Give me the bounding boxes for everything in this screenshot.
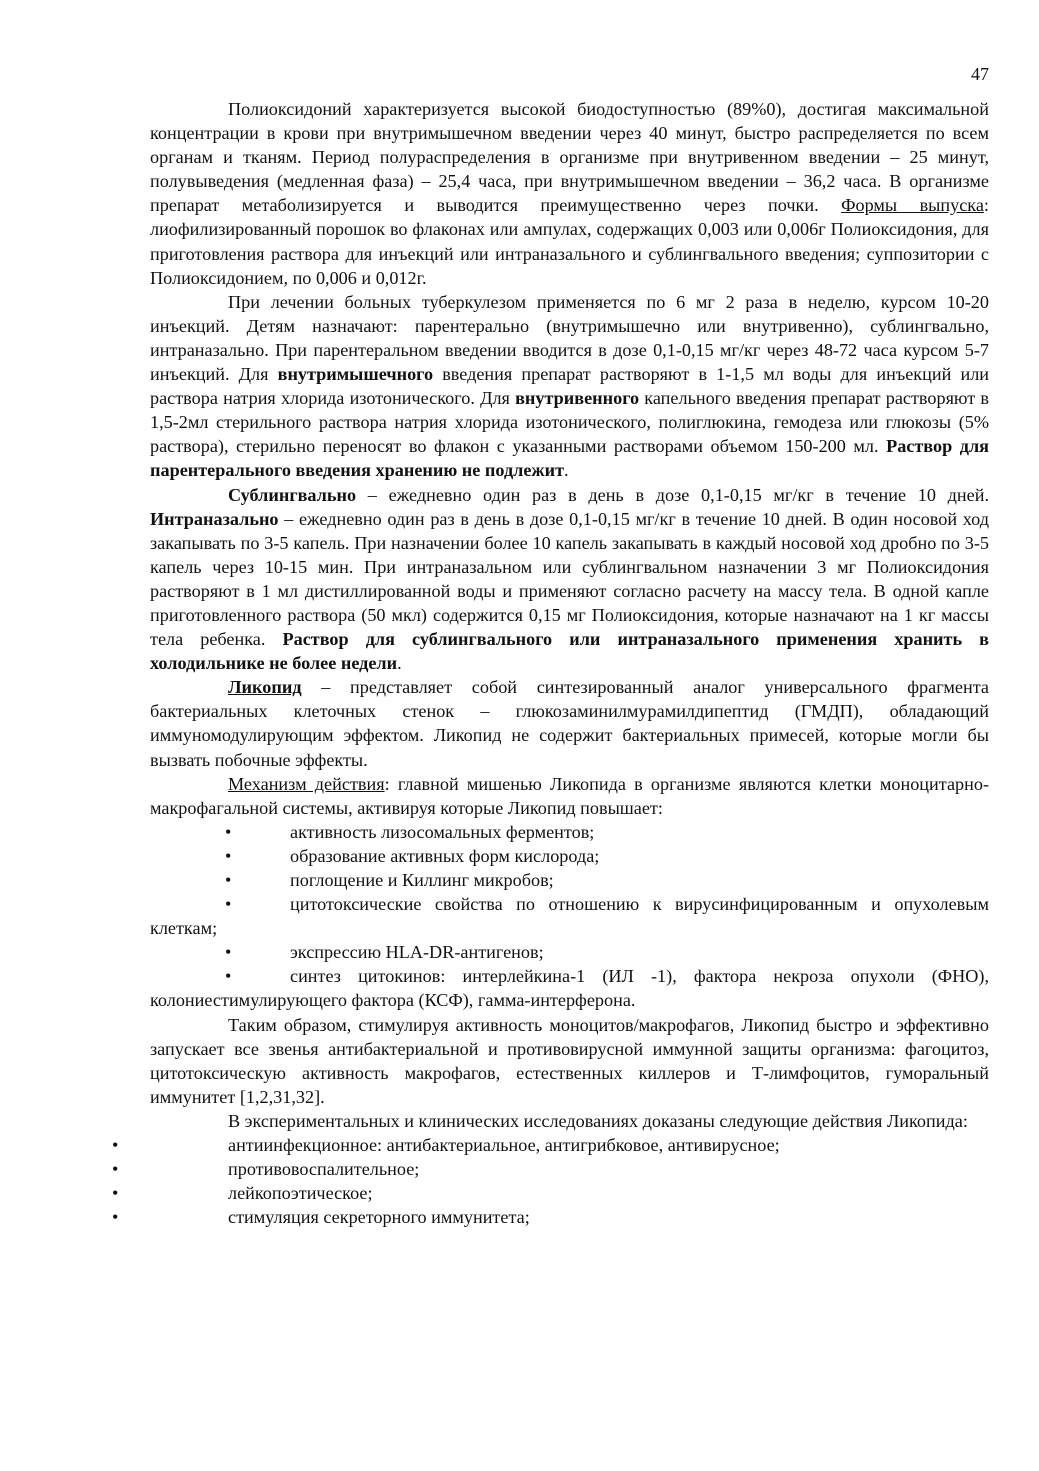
lykopid-title: Ликопид (228, 677, 302, 698)
paragraph-summary: Таким образом, стимулируя активность моноцитов/макрофагов, Ликопид быстро и эффективно запускает все звенья антибактериальной и противовирусной иммунной защиты организма: фагоцитоз, цитотоксическую активность макрофагов, естественных киллеров и Т-лимфоцитов, гуморальный иммунитет [1,2,31,32]. (150, 1014, 989, 1107)
bullet-icon: • (112, 1207, 119, 1228)
list-item (112, 1157, 989, 1181)
text-run: капельного введения препарат растворяют в 1,5-2мл стерильного раствора натрия хлорида изотонического, полиглюкина, гемодеза или глюкозы (5% раствора), стерильно переносят во флакон с указанными растворами объемом 150-200 мл. (150, 388, 989, 457)
bullet-icon: • (112, 1159, 119, 1180)
text-run: . (397, 653, 402, 674)
list-item-text: цитотоксические свойства по отношению к вирусинфицированным и опухолевым клеткам; (150, 894, 989, 939)
paragraph-polyoxidonium-pharmacokinetics (150, 97, 989, 290)
list-item-text: образование активных форм кислорода; (290, 845, 600, 866)
paragraph-mechanism (150, 772, 989, 820)
list-item (150, 940, 989, 964)
bold-term: внутривенного (515, 388, 640, 409)
list-item (150, 868, 989, 892)
paragraph-dosage (150, 290, 989, 483)
list-item (150, 892, 989, 940)
list-item-text: лейкопоэтическое; (228, 1183, 373, 1204)
list-item (150, 820, 989, 844)
paragraph-sublingual-intranasal (150, 483, 989, 676)
list-item (150, 964, 989, 1012)
text-run: – представляет собой синтезированный аналог универсального фрагмента бактериальных клеточных стенок – глюкозаминилмурамилдипептид (ГМДП), обладающий иммуномодулирующим эффектом. Ликопид не содержит бактериальных примесей, которые могли бы вызвать побочные эффекты. (150, 677, 989, 770)
list-item-text: противовоспалительное; (228, 1159, 420, 1180)
mechanism-label: Механизм действия (228, 773, 385, 794)
bold-term: Сублингвально (228, 484, 357, 505)
paragraph-lykopid (150, 675, 989, 771)
list-item-text: стимуляция секреторного иммунитета; (228, 1207, 530, 1228)
text-run: При лечении больных туберкулезом применяется по 6 мг 2 раза в неделю, курсом 10-20 инъекций. Детям назначают: парентерально (внутримышечно или внутривенно), сублингвально, интраназально. При парентеральном введении вводится в дозе 0,1-0,15 мг/кг через 48-72 часа курсом 5-7 инъекций. Для (150, 291, 989, 385)
list-item-text: активность лизосомальных ферментов; (290, 821, 595, 842)
page-body (112, 97, 989, 1229)
text-run: Полиоксидоний характеризуется высокой биодоступностью (89%0), достигая максимальной концентрации в крови при внутримышечном введении через 40 минут, быстро распределяется по всем органам и тканям. Период полураспределения в организме при внутривенном введении – 25 минут, полувыведения (медленная фаза) – 25,4 часа, при внутримышечном введении – 36,2 часа. В организме препарат метаболизируется и выводится преимущественно через почки. (150, 99, 989, 216)
bullet-icon: • (225, 821, 232, 842)
bullet-icon: • (112, 1135, 119, 1156)
list-item (112, 1133, 989, 1157)
effects-list (112, 1133, 989, 1229)
release-forms-label: Формы выпуска (841, 195, 984, 216)
text-run: – ежедневно один раз в день в дозе 0,1-0,15 мг/кг в течение 10 дней. (356, 484, 989, 505)
list-item-text: антиинфекционное: антибактериальное, антигрибковое, антивирусное; (228, 1135, 780, 1156)
text-run: . (564, 460, 569, 481)
bullet-icon: • (225, 894, 232, 915)
bullet-icon: • (112, 1183, 119, 1204)
bold-term: Интраназально (150, 508, 279, 529)
list-item (112, 1205, 989, 1229)
text-run: : лиофилизированный порошок во флаконах или ампулах, содержащих 0,003 или 0,006г Полиоксидония, для приготовления раствора для инъекций или интраназального и сублингвального введения; суппозитории с Полиоксидонием, по 0,006 и 0,012г. (150, 195, 989, 288)
text-run: : главной мишенью Ликопида в организме являются клетки моноцитарно-макрофагальной системы, активируя которые Ликопид повышает: (150, 773, 989, 818)
text-run: введения препарат растворяют в 1-1,5 мл воды для инъекций или раствора натрия хлорида изотонического. Для (150, 364, 989, 409)
list-item (112, 1181, 989, 1205)
list-item (150, 844, 989, 868)
bold-warning: Раствор для парентерального введения хранению не подлежит (150, 436, 989, 481)
mechanism-list (150, 820, 989, 1013)
bold-term: внутримышечного (277, 364, 434, 385)
bullet-icon: • (225, 942, 232, 963)
page-number: 47 (971, 64, 989, 84)
bold-warning: Раствор для сублингвального или интраназального применения хранить в холодильнике не более недели (150, 629, 989, 674)
bullet-icon: • (225, 966, 232, 987)
list-item-text: поглощение и Киллинг микробов; (290, 870, 554, 890)
bullet-icon: • (225, 845, 232, 866)
list-item-text: экспрессию HLA-DR-антигенов; (290, 942, 544, 963)
paragraph-effects-intro: В экспериментальных и клинических исследованиях доказаны следующие действия Ликопида: (228, 1110, 968, 1131)
bullet-icon: • (225, 870, 232, 890)
text-run: – ежедневно один раз в день в дозе 0,1-0,15 мг/кг в течение 10 дней. В один носовой ход закапывать по 3-5 капель. При назначении более 10 капель закапывать в каждый носовой ход дробно по 3-5 капель через 10-15 мин. При интраназальном или сублингвальном назначении 3 мг Полиоксидония растворяют в 1 мл дистиллированной воды и применяют согласно расчету на массу тела. В одной капле приготовленного раствора (50 мкл) содержится 0,15 мг Полиоксидония, которые назначают на 1 кг массы тела ребенка. (150, 508, 989, 650)
list-item-text: синтез цитокинов: интерлейкина-1 (ИЛ -1), фактора некроза опухоли (ФНО), колониестимулирующего фактора (КСФ), гамма-интерферона. (150, 966, 989, 1011)
